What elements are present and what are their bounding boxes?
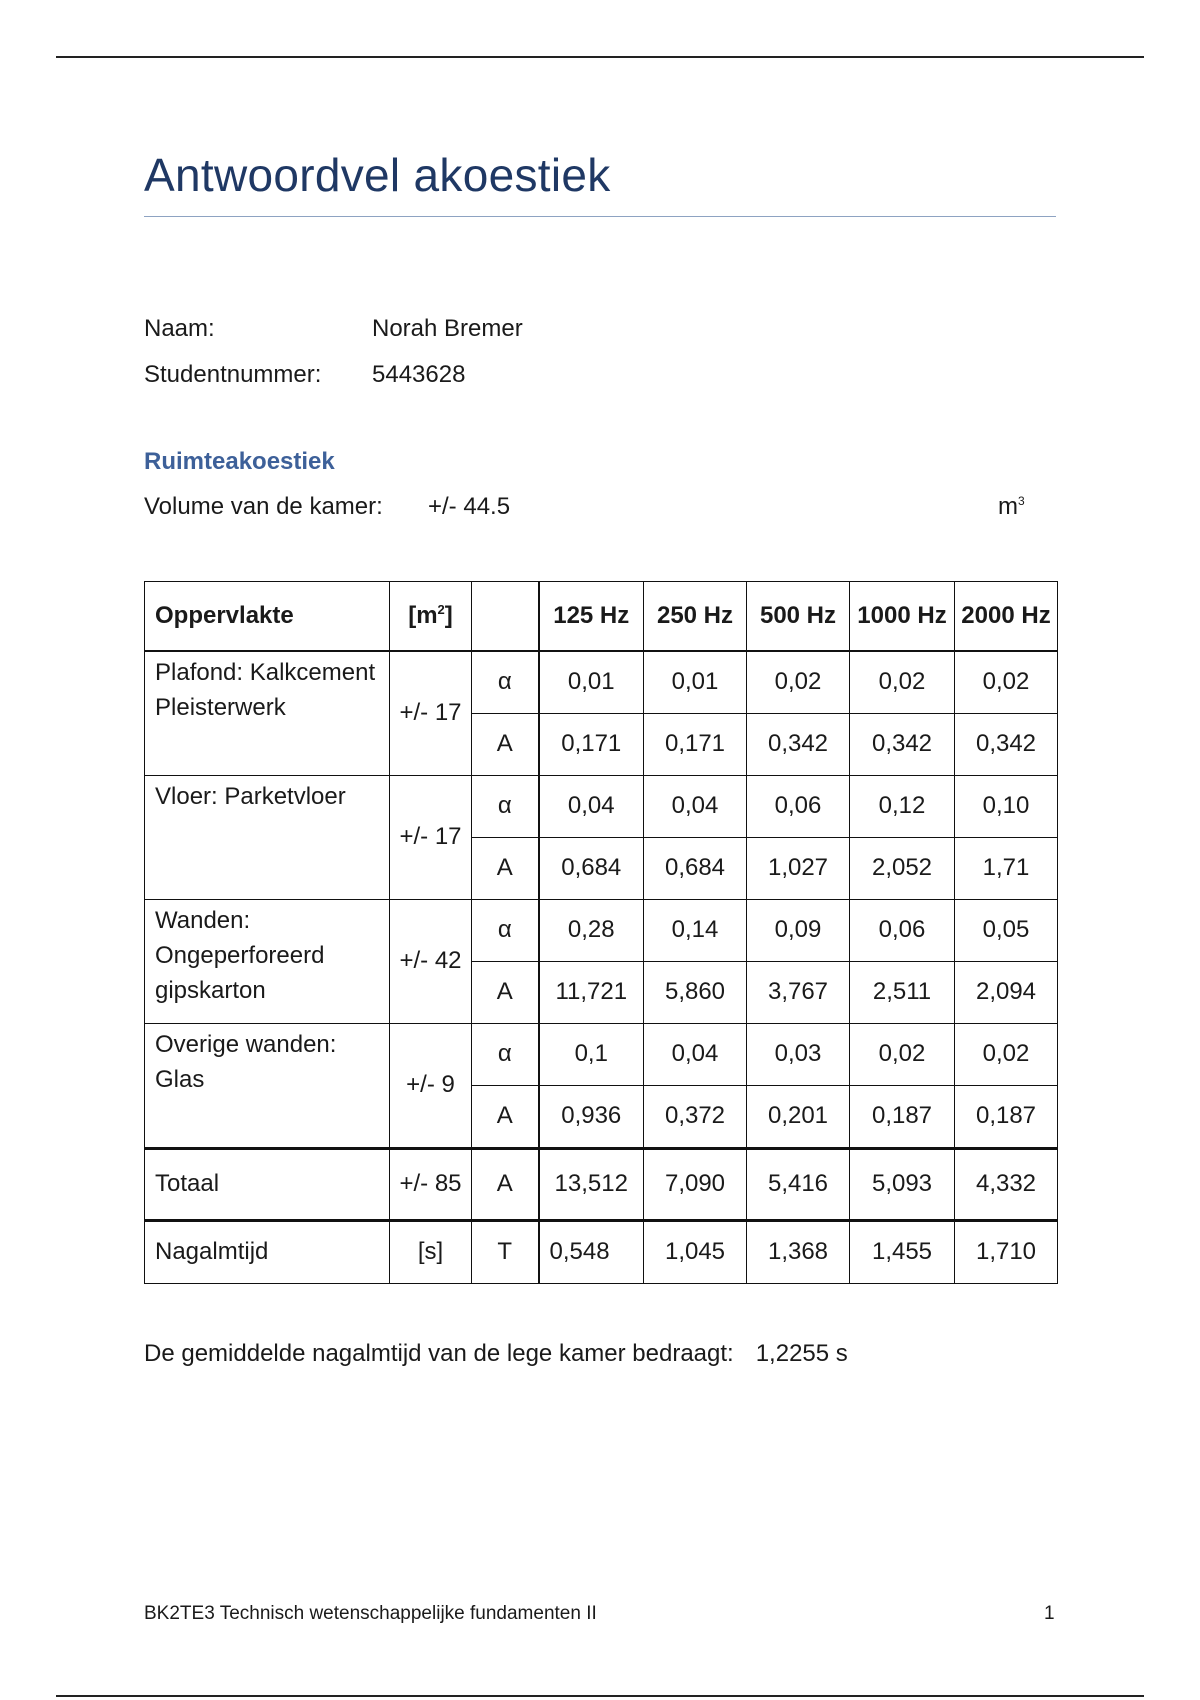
absorption-value: 0,342 [955,714,1058,776]
summary-value: 1,2255 s [755,1340,848,1367]
alpha-value: 0,05 [955,900,1058,962]
student-number-value: 5443628 [372,361,466,388]
reverb-value: 1,368 [747,1221,850,1284]
total-value: 4,332 [955,1149,1058,1221]
absorption-value: 2,052 [850,838,955,900]
reverb-symbol: T [472,1221,539,1284]
alpha-value: 0,03 [747,1024,850,1086]
table-row [145,900,1058,962]
table-row [145,776,1058,838]
header-freq: 500 Hz [747,582,850,652]
alpha-symbol: α [472,1024,539,1086]
alpha-value: 0,06 [747,776,850,838]
alpha-value: 0,02 [955,1024,1058,1086]
absorption-value: 3,767 [747,962,850,1024]
absorption-value: 0,372 [644,1086,747,1149]
absorption-table [144,581,1058,1284]
material-name: Plafond: Kalkcement Pleisterwerk [145,651,390,776]
material-area: +/- 17 [390,776,472,900]
alpha-value: 0,01 [539,651,644,714]
volume-value: +/- 44.5 [428,493,511,520]
absorption-value: 0,187 [955,1086,1058,1149]
alpha-value: 0,02 [747,651,850,714]
total-value: 7,090 [644,1149,747,1221]
material-name: Vloer: Parketvloer [145,776,390,900]
absorption-value: 0,342 [747,714,850,776]
total-row [145,1149,1058,1221]
volume-label: Volume van de kamer: [144,493,383,520]
total-value: 5,093 [850,1149,955,1221]
absorption-value: 0,684 [644,838,747,900]
page-title: Antwoordvel akoestiek [144,149,611,201]
reverb-unit: [s] [390,1221,472,1284]
alpha-value: 0,04 [539,776,644,838]
name-label: Naam: [144,315,215,342]
absorption-value: 0,187 [850,1086,955,1149]
total-area: +/- 85 [390,1149,472,1221]
alpha-value: 0,14 [644,900,747,962]
material-name: Wanden: Ongeperforeerd gipskarton [145,900,390,1024]
alpha-value: 0,02 [850,651,955,714]
absorption-value: 0,936 [539,1086,644,1149]
reverb-row [145,1221,1058,1284]
header-freq: 125 Hz [539,582,644,652]
absorption-value: 0,684 [539,838,644,900]
alpha-value: 0,12 [850,776,955,838]
alpha-symbol: α [472,651,539,714]
table-row [145,651,1058,714]
absorption-value: 5,860 [644,962,747,1024]
a-symbol: A [472,962,539,1024]
alpha-value: 0,04 [644,1024,747,1086]
a-symbol: A [472,1086,539,1149]
alpha-value: 0,02 [850,1024,955,1086]
absorption-value: 11,721 [539,962,644,1024]
total-label: Totaal [145,1149,390,1221]
alpha-value: 0,02 [955,651,1058,714]
header-freq: 2000 Hz [955,582,1058,652]
alpha-value: 0,28 [539,900,644,962]
material-area: +/- 42 [390,900,472,1024]
alpha-value: 0,1 [539,1024,644,1086]
header-surface: Oppervlakte [145,582,390,652]
alpha-value: 0,01 [644,651,747,714]
volume-unit: $m^3$ [998,493,1025,520]
footer-page-number: 1 [1044,1603,1055,1624]
header-freq: 250 Hz [644,582,747,652]
absorption-value: 0,171 [644,714,747,776]
reverb-label: Nagalmtijd [145,1221,390,1284]
reverb-value: 1,455 [850,1221,955,1284]
student-number-label: Studentnummer: [144,361,322,388]
section-heading: Ruimteakoestiek [144,448,335,475]
reverb-value: 1,710 [955,1221,1058,1284]
alpha-value: 0,06 [850,900,955,962]
title-underline [144,216,1056,217]
footer-rule [56,1695,1144,1697]
absorption-value: 2,511 [850,962,955,1024]
table-row [145,1024,1058,1086]
header-area-unit: $[m^2]$ [390,582,472,652]
table-header-row [145,582,1058,652]
absorption-value: 0,171 [539,714,644,776]
alpha-symbol: α [472,900,539,962]
alpha-symbol: α [472,776,539,838]
footer-course: BK2TE3 Technisch wetenschappelijke fundamenten II [144,1603,597,1624]
alpha-value: 0,09 [747,900,850,962]
header-symbol [472,582,539,652]
absorption-value: 1,027 [747,838,850,900]
a-symbol: A [472,838,539,900]
reverb-value: 1,045 [644,1221,747,1284]
header-rule [56,56,1144,58]
header-freq: 1000 Hz [850,582,955,652]
alpha-value: 0,04 [644,776,747,838]
alpha-value: 0,10 [955,776,1058,838]
absorption-value: 2,094 [955,962,1058,1024]
total-symbol: A [472,1149,539,1221]
material-area: +/- 9 [390,1024,472,1149]
material-name: Overige wanden: Glas [145,1024,390,1149]
absorption-value: 1,71 [955,838,1058,900]
total-value: 5,416 [747,1149,850,1221]
summary-line [144,1340,848,1368]
a-symbol: A [472,714,539,776]
material-area: +/- 17 [390,651,472,776]
absorption-value: 0,342 [850,714,955,776]
summary-text: De gemiddelde nagalmtijd van de lege kamer bedraagt: [144,1340,734,1367]
total-value: 13,512 [539,1149,644,1221]
name-value: Norah Bremer [372,315,523,342]
reverb-value: 0,548 [539,1221,644,1284]
absorption-value: 0,201 [747,1086,850,1149]
